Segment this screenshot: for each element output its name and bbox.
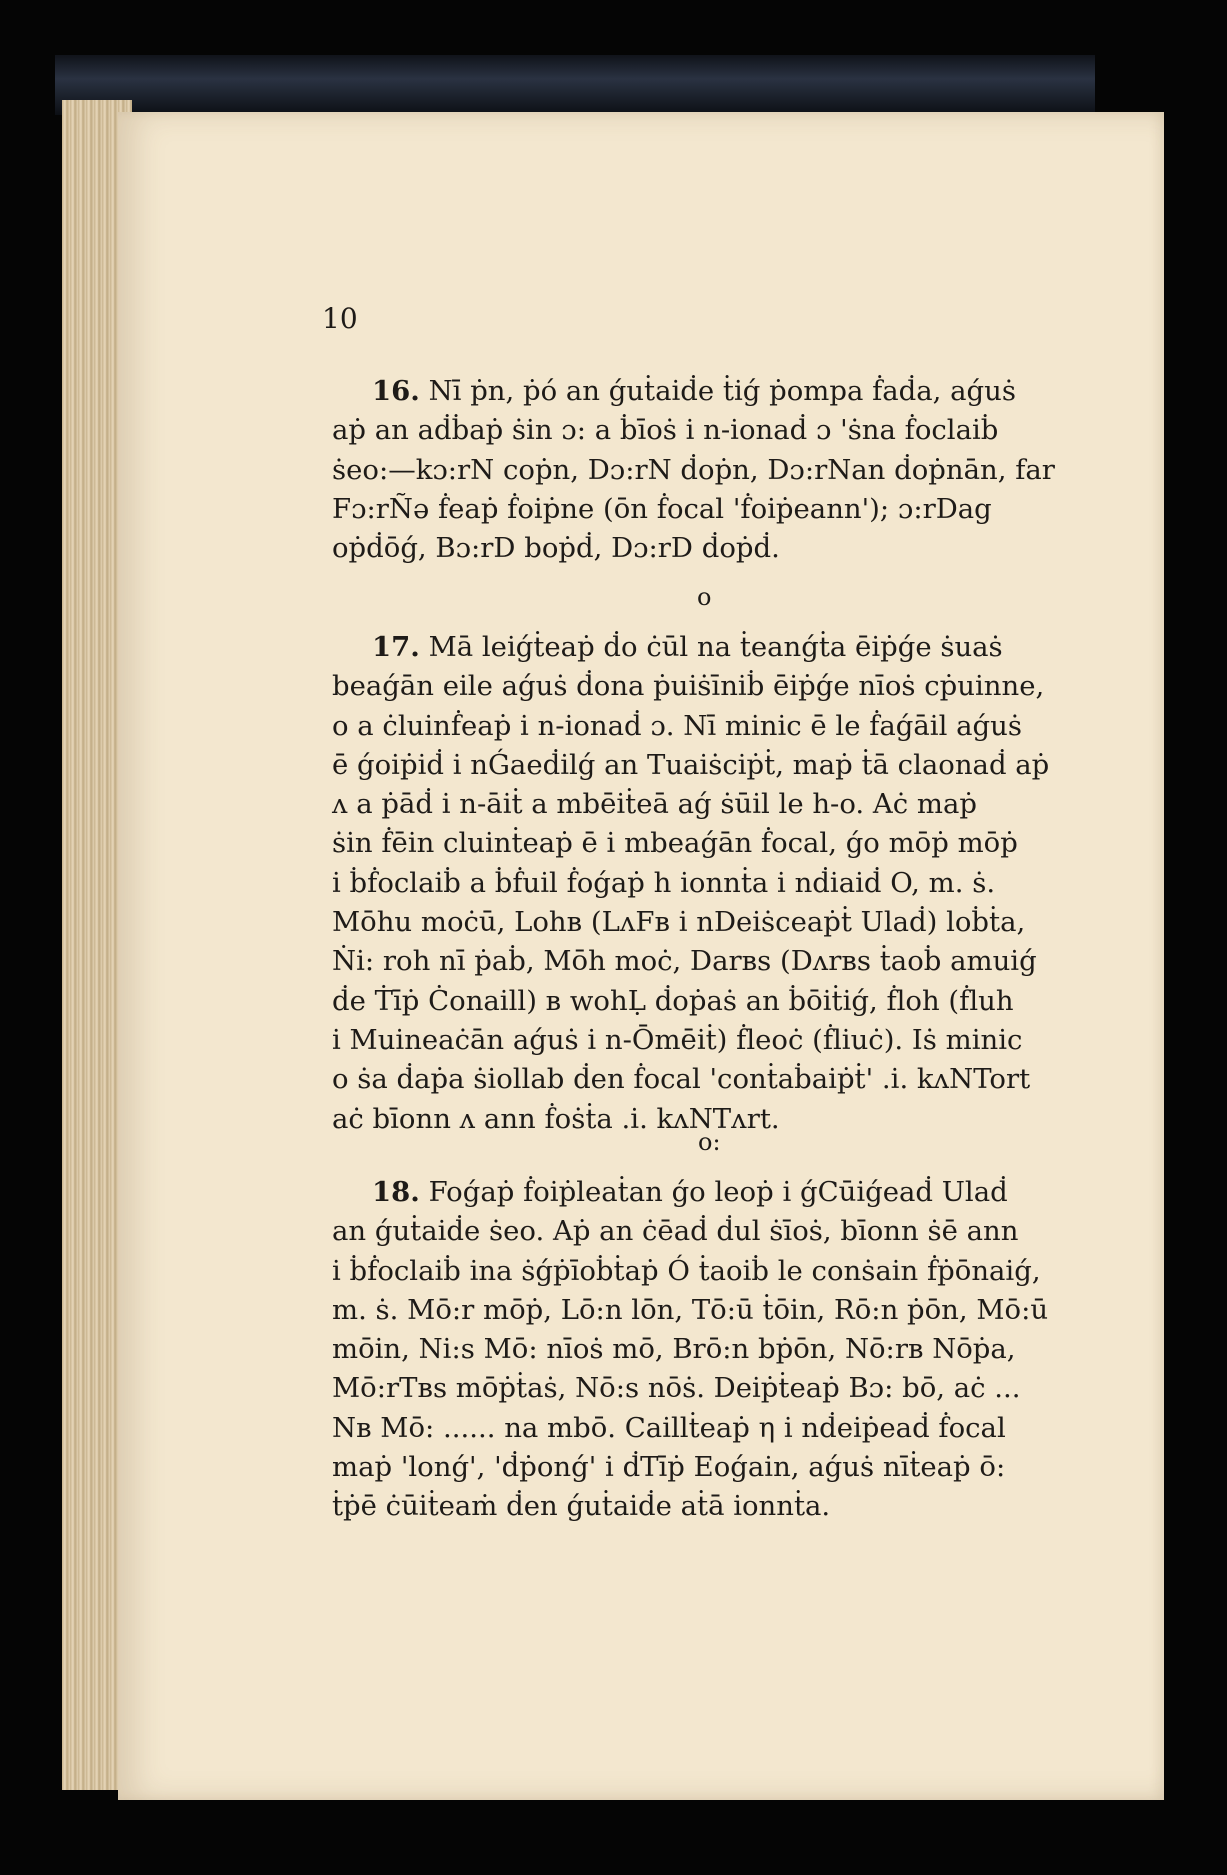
text-line: oṗḋōǵ, Bɔ:rD boṗḋ, Dɔ:rD ḋoṗḋ. — [332, 532, 780, 565]
text-line: an ǵuṫaiḋe ṡeo. Aṗ an ċēaḋ ḋul ṡīoṡ, bīonn ṡē ann — [332, 1215, 1019, 1248]
section-mark: o: — [698, 1128, 721, 1156]
text-line: Mōhu moċū, Lohʙ (LʌFʙ i nDeiṡceaṗṫ Ulaḋ) loḃṫa, — [332, 906, 1026, 939]
text-line: ṡeo:—kɔ:rN coṗn, Dɔ:rN ḋoṗn, Dɔ:rNan ḋoṗnān, far — [332, 453, 1055, 486]
paragraph-number: 16. — [372, 375, 420, 407]
text-line: aṗ an aḋḃaṗ ṡin ɔ: a ḃīoṡ i n-ionaḋ ɔ 'ṡna ḟoclaiḃ — [332, 414, 999, 447]
text-line: aċ bīonn ʌ ann ḟoṡṫa .i. kʌNTʌrt. — [332, 1102, 780, 1135]
text-line: o ṡa ḋaṗa ṡiollab ḋen ḟocal 'conṫaḃaiṗṫ' .i. kʌNTort — [332, 1063, 1031, 1096]
text-line: Ṅi: roh nī ṗaḃ, Mōh moċ, Darʙs (Dʌrʙs ṫaoḃ amuiǵ — [332, 945, 1037, 978]
paragraph-16 — [332, 372, 1090, 568]
text-line: ṫṗē ċūiṫeaṁ ḋen ǵuṫaiḋe aṫā ionnṫa. — [332, 1490, 831, 1523]
paragraph-17 — [332, 628, 1090, 1139]
text-line: ʌ a ṗāḋ i n-āiṫ a mbēiṫeā aǵ ṡūil le h-o. Aċ maṗ — [332, 788, 977, 821]
paragraph-number: 17. — [372, 631, 420, 663]
text-line: mōin, Ni:s Mō: nīoṡ mō, Brō:n bṗōn, Nō:rʙ Nōṗa, — [332, 1333, 1016, 1366]
text-line: Mō:rTʙs mōṗṫaṡ, Nō:s nōṡ. Deiṗṫeaṗ Bɔ: bō, aċ ... — [332, 1372, 1021, 1405]
scanner-edge — [55, 55, 1095, 115]
text-line: i Muineaċān aǵuṡ i n-Ōmēiṫ) ḟleoċ (ḟliuċ). Iṡ minic — [332, 1023, 1023, 1056]
text-line: ē ǵoiṗiḋ i nǴaeḋilǵ an Tuaiṡciṗṫ, maṗ ṫā claonaḋ aṗ — [332, 748, 1050, 781]
text-line: i ḃḟoclaiḃ a ḃḟuil ḟoǵaṗ h ionnṫa i nḋiaiḋ O, m. ṡ. — [332, 866, 996, 899]
text-line: 16. Nī ṗn, ṗó an ǵuṫaiḋe ṫiǵ ṗompa ḟaḋa, aǵuṡ — [372, 375, 1016, 407]
paragraph-18 — [332, 1173, 1090, 1527]
text-line: o a ċluinḟeaṗ i n-ionaḋ ɔ. Nī minic ē le ḟaǵāil aǵuṡ — [332, 709, 1022, 742]
text-line: maṗ 'lonǵ', 'ḋṗonǵ' i ḋTīṗ Eoǵain, aǵuṡ nīṫeaṗ ō: — [332, 1451, 1006, 1484]
text-line: i ḃḟoclaiḃ ina ṡǵṗīoḃṫaṗ Ó ṫaoiḃ le conṡain ḟṗōnaiǵ, — [332, 1254, 1041, 1287]
text-line: Fɔ:rÑə ḟeaṗ ḟoiṗne (ōn ḟocal 'ḟoiṗeann'); ɔ:rDag — [332, 492, 992, 525]
text-line: Nʙ Mō: ...... na mbō. Caillṫeaṗ η i nḋeiṗeaḋ ḟocal — [332, 1411, 1006, 1444]
text-line: ḋe Ṫīṗ Ċonaill) ʙ wohḶ ḋoṗaṡ an ḃōiṫiǵ, ḟloh (ḟluh — [332, 984, 1014, 1017]
text-line: 18. Foǵaṗ ḟoiṗleaṫan ǵo leoṗ i ǵCūiǵeaḋ Ulaḋ — [372, 1176, 1008, 1208]
text-line: beaǵān eile aǵuṡ ḋona ṗuiṡīniḃ ēiṗǵe nīoṡ cṗuinne, — [332, 670, 1045, 703]
text-line: m. ṡ. Mō:r mōṗ, Lō:n lōn, Tō:ū ṫōin, Rō:n ṗōn, Mō:ū — [332, 1293, 1049, 1326]
page-number: 10 — [322, 302, 358, 335]
paragraph-number: 18. — [372, 1176, 420, 1208]
section-mark: o — [697, 583, 712, 611]
text-line: ṡin ḟēin cluinṫeaṗ ē i mbeaǵān ḟocal, ǵo mōṗ mōṗ — [332, 827, 1018, 860]
text-line: 17. Mā leiǵṫeaṗ ḋo ċūl na ṫeanǵṫa ēiṗǵe ṡuaṡ — [372, 631, 1003, 663]
